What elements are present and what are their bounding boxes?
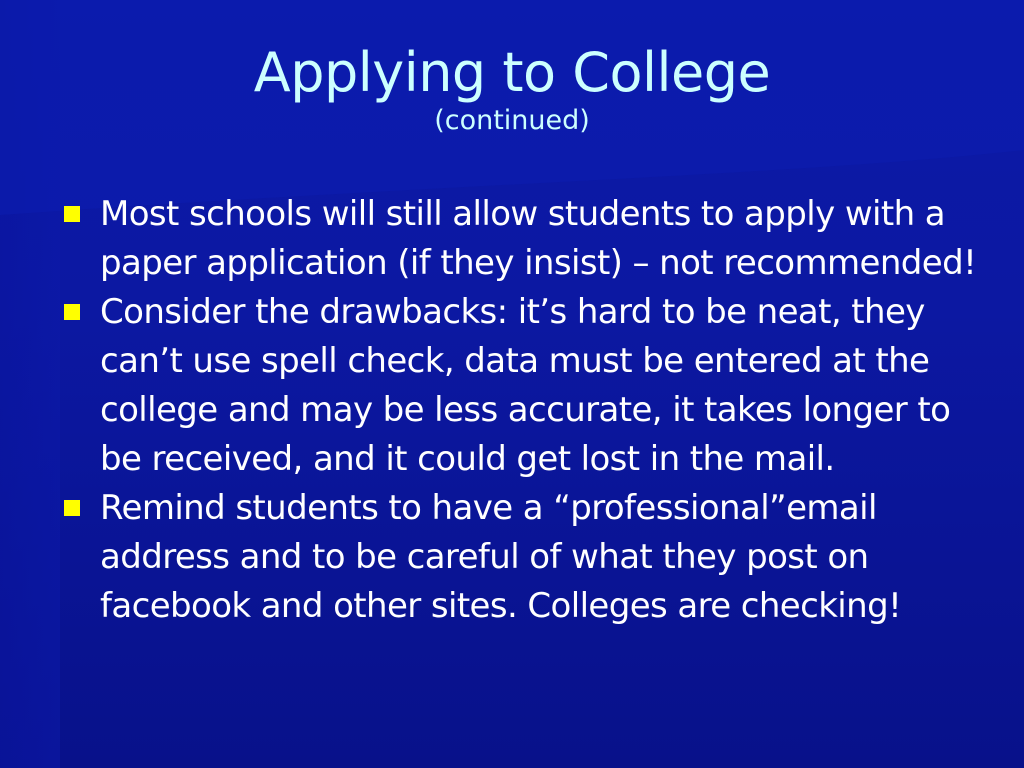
square-bullet-icon: [64, 500, 80, 516]
square-bullet-icon: [64, 206, 80, 222]
title-block: [0, 42, 1024, 138]
bullet-text: Remind students to have a “professional”email address and to be careful of what they post on facebook and other sites. Colleges are checking!: [100, 488, 902, 626]
bullet-item: [62, 484, 982, 631]
bullet-text: Most schools will still allow students to apply with a paper application (if they insist) – not recommended!: [100, 194, 977, 283]
slide-subtitle: (continued): [434, 105, 590, 136]
bullet-text: Consider the drawbacks: it’s hard to be neat, they can’t use spell check, data must be entered at the college and may be less accurate, it takes longer to be received, and it could get lost in the mail.: [100, 292, 951, 479]
bullet-list: [62, 190, 982, 631]
slide-title: Applying to College: [253, 41, 771, 104]
bullet-item: [62, 190, 982, 288]
square-bullet-icon: [64, 304, 80, 320]
bullet-item: [62, 288, 982, 484]
